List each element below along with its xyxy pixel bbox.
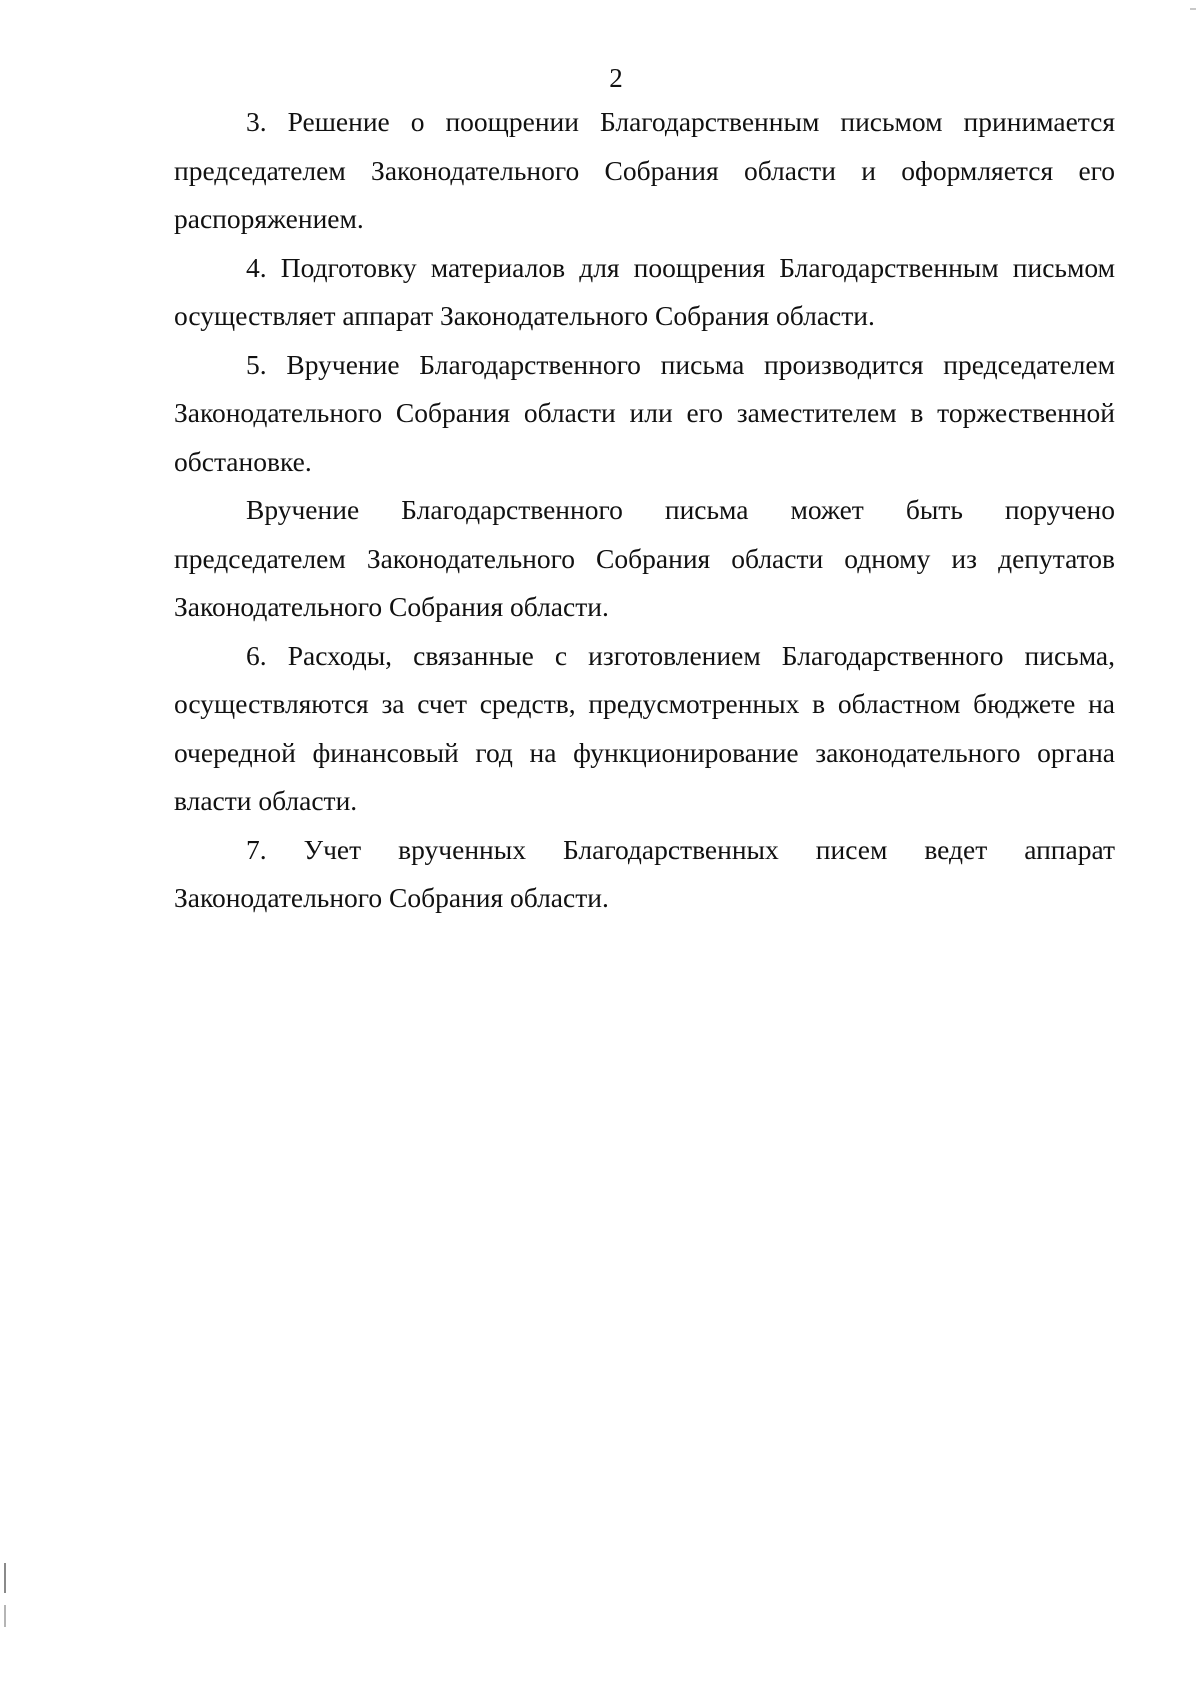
document-body <box>174 98 1115 923</box>
scan-artifact-line <box>4 1605 6 1627</box>
scan-artifact-line <box>4 1563 6 1593</box>
scan-artifact-dot <box>1190 8 1196 10</box>
paragraph-item-5-continued: Вручение Благодарственного письма может быть поручено председателем Законодательного Собрания области одному из депутатов Законодательного Собрания области. <box>174 494 1115 622</box>
paragraph-item-4: 4. Подготовку материалов для поощрения Благодарственным письмом осуществляет аппарат Законодательного Собрания области. <box>174 251 1115 331</box>
paragraph-item-3: 3. Решение о поощрении Благодарственным письмом принимается председателем Законодательного Собрания области и оформляется его распоряжением. <box>174 106 1115 234</box>
paragraph-item-5: 5. Вручение Благодарственного письма производится председателем Законодательного Собрания области или его заместителем в торжественной обстановке. <box>174 348 1115 477</box>
paragraph-item-7: 7. Учет врученных Благодарственных писем ведет аппарат Законодательного Собрания области. <box>174 833 1115 913</box>
page-number: 2 <box>609 63 623 93</box>
paragraph-item-6: 6. Расходы, связанные с изготовлением Благодарственного письма, осуществляются за счет средств, предусмотренных в областном бюджете на очередной финансовый год на функционирование законодательного органа власти области. <box>174 639 1115 816</box>
